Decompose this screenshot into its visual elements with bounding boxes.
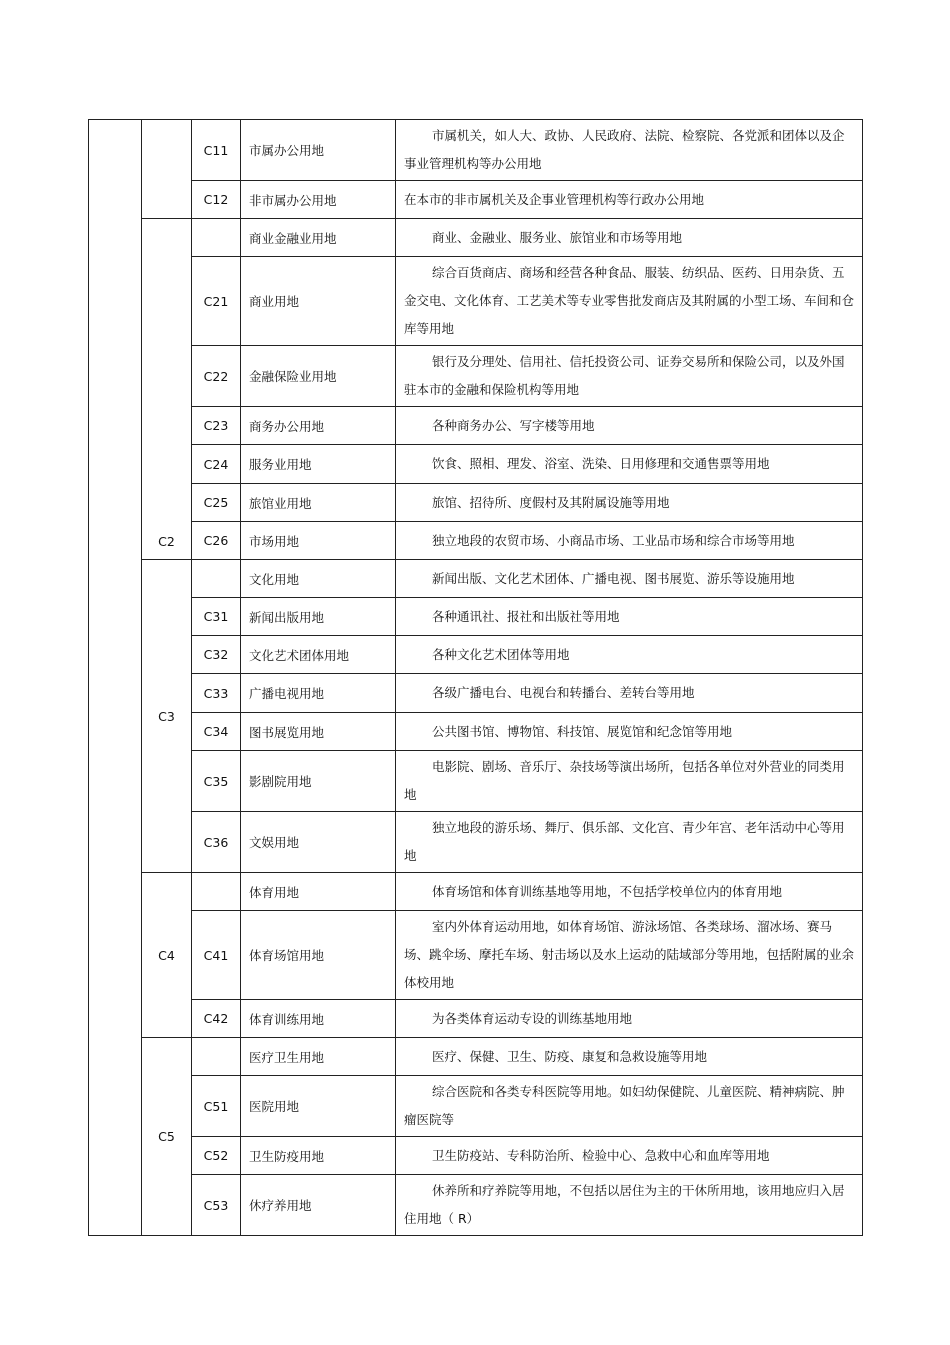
land-use-name-cell: 休疗养用地 <box>241 1175 396 1236</box>
description-cell <box>396 1038 863 1076</box>
description-text: 市属机关，如人大、政协、人民政府、法院、检察院、各党派和团体以及企事业管理机构等办公用地 <box>404 128 845 171</box>
description-text: 新闻出版、文化艺术团体、广播电视、图书展览、游乐等设施用地 <box>432 570 795 586</box>
description-cell <box>396 257 863 346</box>
land-use-name-cell: 商务办公用地 <box>241 407 396 445</box>
table-row <box>89 1076 863 1137</box>
land-use-name-cell: 旅馆业用地 <box>241 484 396 522</box>
table-row <box>89 181 863 219</box>
description-cell <box>396 219 863 257</box>
description-text: 各种文化艺术团体等用地 <box>432 646 570 662</box>
description-text: 公共图书馆、博物馆、科技馆、展览馆和纪念馆等用地 <box>432 723 733 739</box>
table-row <box>89 751 863 812</box>
description-cell <box>396 120 863 181</box>
land-use-table <box>88 119 863 1236</box>
subcode-cell: C33 <box>192 674 241 713</box>
description-cell <box>396 1000 863 1038</box>
subcode-cell: C36 <box>192 812 241 873</box>
description-cell <box>396 1175 863 1236</box>
subcode-cell: C21 <box>192 257 241 346</box>
land-use-name-cell: 文化艺术团体用地 <box>241 636 396 674</box>
table-row <box>89 522 863 560</box>
description-cell <box>396 522 863 560</box>
table-row <box>89 1175 863 1236</box>
major-category-cell <box>89 120 142 1236</box>
table-row <box>89 445 863 484</box>
table-row <box>89 812 863 873</box>
land-use-name-cell: 医院用地 <box>241 1076 396 1137</box>
table-row <box>89 873 863 911</box>
group-code-cell: C4 <box>142 873 192 1038</box>
table-row <box>89 1038 863 1076</box>
table-row <box>89 120 863 181</box>
land-use-name-cell: 市属办公用地 <box>241 120 396 181</box>
table-row <box>89 257 863 346</box>
description-text: 各级广播电台、电视台和转播台、差转台等用地 <box>432 685 695 700</box>
description-text: 在本市的非市属机关及企事业管理机构等行政办公用地 <box>404 191 705 207</box>
table-row <box>89 346 863 407</box>
table-row <box>89 1137 863 1175</box>
table-row <box>89 636 863 674</box>
group-code-cell: C3 <box>142 560 192 873</box>
description-cell <box>396 445 863 484</box>
description-text: 综合百货商店、商场和经营各种食品、服装、纺织品、医药、日用杂货、五金交电、文化体育、工艺美术等专业零售批发商店及其附属的小型工场、车间和仓库等用地 <box>404 265 855 336</box>
table-row <box>89 674 863 713</box>
description-cell <box>396 560 863 598</box>
subcode-cell: C53 <box>192 1175 241 1236</box>
land-use-name-cell: 医疗卫生用地 <box>241 1038 396 1076</box>
subcode-cell: C52 <box>192 1137 241 1175</box>
description-text: 各种商务办公、写字楼等用地 <box>432 417 595 433</box>
land-use-name-cell: 广播电视用地 <box>241 674 396 713</box>
description-text: 各种通讯社、报社和出版社等用地 <box>432 608 620 624</box>
description-text: 独立地段的游乐场、舞厅、俱乐部、文化宫、青少年宫、老年活动中心等用地 <box>404 820 845 863</box>
description-text: 室内外体育运动用地，如体育场馆、游泳场馆、各类球场、溜冰场、赛马场、跳伞场、摩托车场、射击场以及水上运动的陆域部分等用地，包括附属的业余体校用地 <box>404 919 855 990</box>
description-cell <box>396 911 863 1000</box>
land-use-name-cell: 文娱用地 <box>241 812 396 873</box>
description-text: 休养所和疗养院等用地，不包括以居住为主的干休所用地，该用地应归入居住用地（ R） <box>404 1183 845 1226</box>
description-text: 旅馆、招待所、度假村及其附属设施等用地 <box>432 494 670 510</box>
table-row <box>89 713 863 751</box>
table-row <box>89 407 863 445</box>
subcode-cell: C12 <box>192 181 241 219</box>
land-use-name-cell: 影剧院用地 <box>241 751 396 812</box>
land-use-name-cell: 文化用地 <box>241 560 396 598</box>
subcode-cell: C24 <box>192 445 241 484</box>
subcode-cell: C51 <box>192 1076 241 1137</box>
subcode-cell: C26 <box>192 522 241 560</box>
table-row <box>89 219 863 257</box>
subcode-cell: C32 <box>192 636 241 674</box>
subcode-cell: C11 <box>192 120 241 181</box>
land-use-name-cell: 服务业用地 <box>241 445 396 484</box>
description-cell <box>396 674 863 713</box>
land-use-name-cell: 卫生防疫用地 <box>241 1137 396 1175</box>
description-cell <box>396 1076 863 1137</box>
group-code-cell: C5 <box>142 1038 192 1236</box>
description-text: 银行及分理处、信用社、信托投资公司、证券交易所和保险公司，以及外国驻本市的金融和保险机构等用地 <box>404 354 845 397</box>
description-cell <box>396 598 863 636</box>
group-code-cell: C2 <box>142 219 192 560</box>
description-text: 为各类体育运动专设的训练基地用地 <box>432 1010 633 1026</box>
subcode-cell <box>192 560 241 598</box>
description-text: 独立地段的农贸市场、小商品市场、工业品市场和综合市场等用地 <box>432 532 795 548</box>
subcode-cell: C31 <box>192 598 241 636</box>
subcode-cell: C41 <box>192 911 241 1000</box>
subcode-cell <box>192 873 241 911</box>
subcode-cell: C35 <box>192 751 241 812</box>
description-text: 电影院、剧场、音乐厅、杂技场等演出场所，包括各单位对外营业的同类用地 <box>404 759 845 802</box>
subcode-cell <box>192 219 241 257</box>
description-cell <box>396 484 863 522</box>
description-cell <box>396 1137 863 1175</box>
description-cell <box>396 751 863 812</box>
description-cell <box>396 873 863 911</box>
land-use-name-cell: 市场用地 <box>241 522 396 560</box>
land-use-name-cell: 非市属办公用地 <box>241 181 396 219</box>
land-use-name-cell: 体育场馆用地 <box>241 911 396 1000</box>
land-use-name-cell: 图书展览用地 <box>241 713 396 751</box>
description-text: 商业、金融业、服务业、旅馆业和市场等用地 <box>432 229 683 245</box>
land-use-name-cell: 新闻出版用地 <box>241 598 396 636</box>
description-cell <box>396 181 863 219</box>
land-use-name-cell: 体育用地 <box>241 873 396 911</box>
description-cell <box>396 407 863 445</box>
table-row <box>89 560 863 598</box>
subcode-cell: C25 <box>192 484 241 522</box>
description-cell <box>396 713 863 751</box>
subcode-cell: C34 <box>192 713 241 751</box>
subcode-cell <box>192 1038 241 1076</box>
table-body <box>89 120 863 1236</box>
description-text: 综合医院和各类专科医院等用地。如妇幼保健院、儿童医院、精神病院、肿瘤医院等 <box>404 1084 845 1127</box>
description-text: 饮食、照相、理发、浴室、洗染、日用修理和交通售票等用地 <box>432 456 770 471</box>
land-use-name-cell: 体育训练用地 <box>241 1000 396 1038</box>
land-use-name-cell: 商业金融业用地 <box>241 219 396 257</box>
description-text: 卫生防疫站、专科防治所、检验中心、急救中心和血库等用地 <box>432 1147 770 1163</box>
table-row <box>89 1000 863 1038</box>
description-text: 医疗、保健、卫生、防疫、康复和急救设施等用地 <box>432 1048 708 1064</box>
group-code-cell <box>142 120 192 219</box>
table-row <box>89 484 863 522</box>
description-cell <box>396 636 863 674</box>
subcode-cell: C23 <box>192 407 241 445</box>
description-cell <box>396 346 863 407</box>
subcode-cell: C22 <box>192 346 241 407</box>
description-cell <box>396 812 863 873</box>
subcode-cell: C42 <box>192 1000 241 1038</box>
description-text: 体育场馆和体育训练基地等用地，不包括学校单位内的体育用地 <box>432 883 783 899</box>
table-row <box>89 911 863 1000</box>
land-use-name-cell: 商业用地 <box>241 257 396 346</box>
land-use-name-cell: 金融保险业用地 <box>241 346 396 407</box>
table-row <box>89 598 863 636</box>
